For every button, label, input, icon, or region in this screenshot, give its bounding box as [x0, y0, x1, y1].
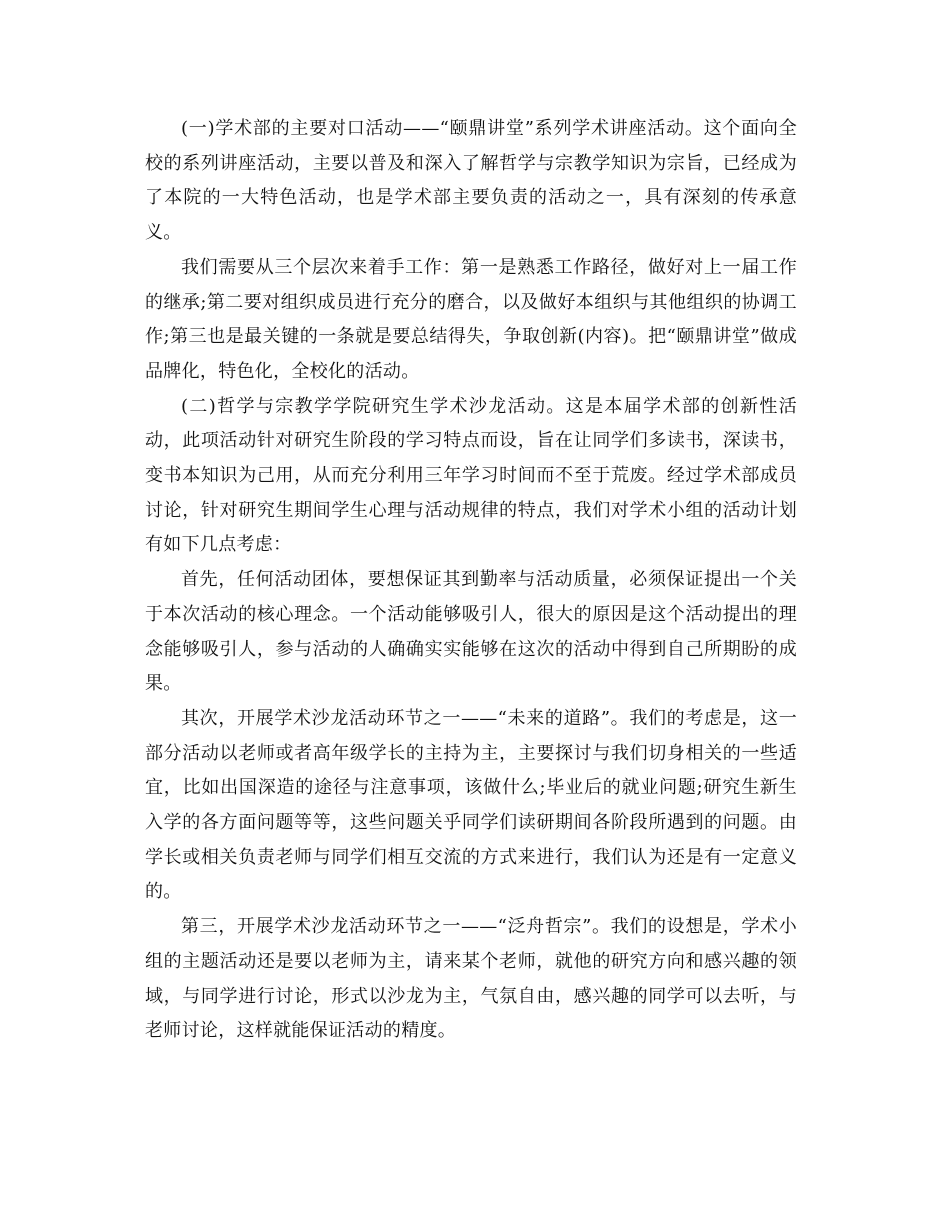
- paragraph-third-point: 第三，开展学术沙龙活动环节之一——“泛舟哲宗”。我们的设想是，学术小组的主题活动还是要以老师为主，请来某个老师，就他的研究方向和感兴趣的领域，与同学进行讨论，形式以沙龙为主，气氛自由，感兴趣的同学可以去听，与老师讨论，这样就能保证活动的精度。: [145, 916, 797, 1042]
- paragraph-three-levels: 我们需要从三个层次来着手工作：第一是熟悉工作路径，做好对上一届工作的继承;第二要对组织成员进行充分的磨合，以及做好本组织与其他组织的协调工作;第三也是最关键的一条就是要总结得失，争取创新(内容)。把“颐鼎讲堂”做成品牌化，特色化，全校化的活动。: [145, 256, 797, 382]
- paragraph-second-point: 其次，开展学术沙龙活动环节之一——“未来的道路”。我们的考虑是，这一部分活动以老师或者高年级学长的主持为主，主要探讨与我们切身相关的一些适宜，比如出国深造的途径与注意事项，该做什么;毕业后的就业问题;研究生新生入学的各方面问题等等，这些问题关乎同学们读研期间各阶段所遇到的问题。由学长或相关负责老师与同学们相互交流的方式来进行，我们认为还是有一定意义的。: [145, 707, 797, 903]
- paragraph-academic-lecture: (一)学术部的主要对口活动——“颐鼎讲堂”系列学术讲座活动。这个面向全校的系列讲座活动，主要以普及和深入了解哲学与宗教学知识为宗旨，已经成为了本院的一大特色活动，也是学术部主要负责的活动之一，具有深刻的传承意义。: [145, 118, 797, 244]
- paragraph-graduate-salon: (二)哲学与宗教学学院研究生学术沙龙活动。这是本届学术部的创新性活动，此项活动针对研究生阶段的学习特点而设，旨在让同学们多读书，深读书，变书本知识为己用，从而充分利用三年学习时间而不至于荒废。经过学术部成员讨论，针对研究生期间学生心理与活动规律的特点，我们对学术小组的活动计划有如下几点考虑：: [145, 395, 797, 556]
- paragraph-first-point: 首先，任何活动团体，要想保证其到勤率与活动质量，必须保证提出一个关于本次活动的核心理念。一个活动能够吸引人，很大的原因是这个活动提出的理念能够吸引人，参与活动的人确确实实能够在这次的活动中得到自己所期盼的成果。: [145, 569, 797, 695]
- document-body: [145, 112, 797, 1049]
